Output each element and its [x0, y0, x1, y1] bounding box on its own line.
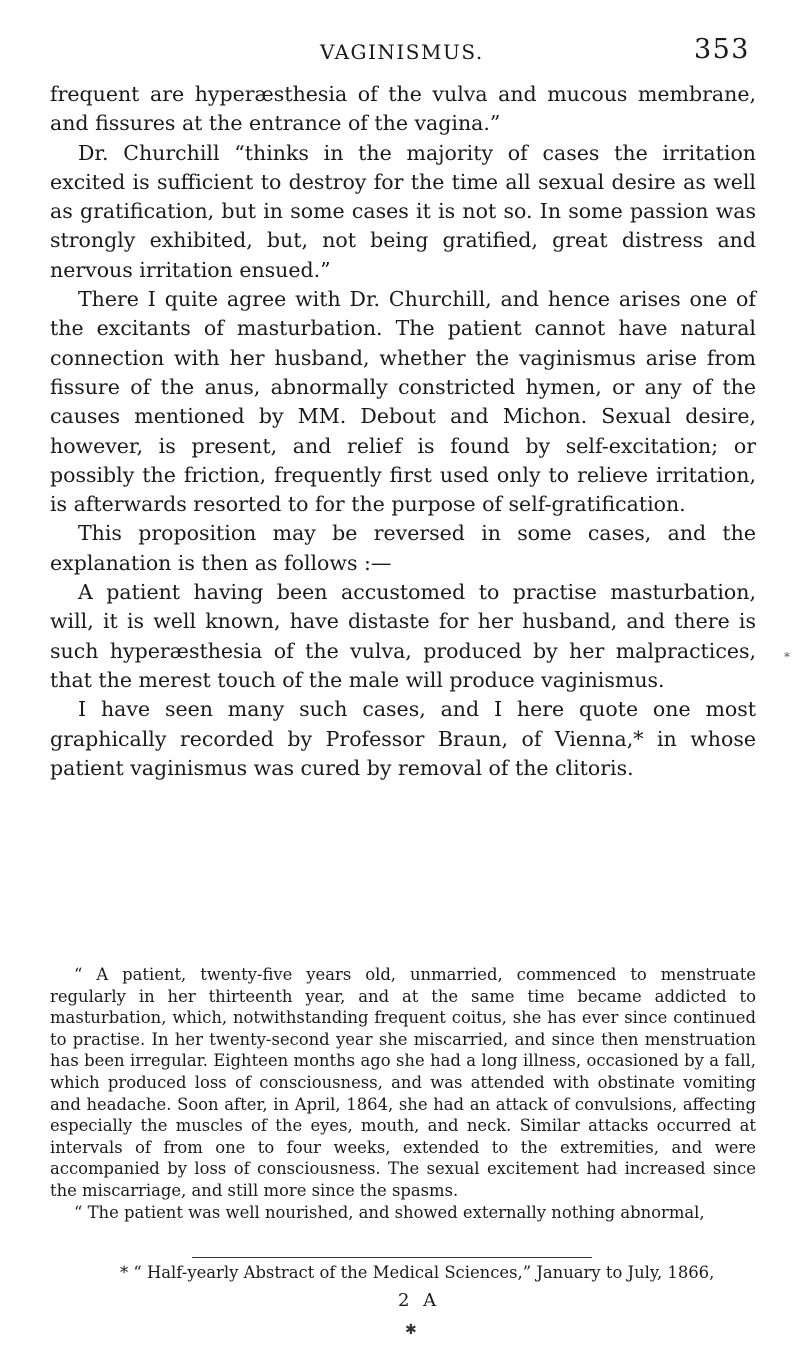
paragraph: This proposition may be reversed in some cases, and the explanation is then as follows :—: [50, 521, 756, 575]
block-quote: [50, 964, 756, 1223]
quote-paragraph: “ A patient, twenty-five years old, unmarried, commenced to menstruate regularly in her thirteenth year, and at the same time became addicted to masturbation, which, notwithstanding frequent coitus, she has ever since continued to practise. In her twenty-second year she miscarried, and since then menstruation has been irregular. Eighteen months ago she had a long illness, occasioned by a fall, which produced loss of consciousness, and was attended with obstinate vomiting and headache. Soon after, in April, 1864, she had an attack of convulsions, affecting especially the muscles of the eyes, mouth, and neck. Similar attacks occurred at intervals of from one to four weeks, extended to the extremities, and were accompanied by loss of consciousness. The sexual excitement had increased since the miscarriage, and still more since the spasms.: [50, 965, 756, 1200]
ornament-icon: ✱: [405, 1322, 417, 1338]
paragraph: Dr. Churchill “thinks in the majority of cases the irritation excited is sufficient to destroy for the time all sexual desire as well as gratification, but in some cases it is not so. In some passion was strongly exhibited, but, not being gratified, great distress and nervous irritation ensued.”: [50, 140, 756, 282]
margin-asterisk: *: [784, 650, 790, 664]
paragraph: A patient having been accustomed to practise masturbation, will, it is well known, have distaste for her husband, and there is such hyperæsthesia of the vulva, produced by her malpractices, that the merest touch of the male will produce vaginismus.: [50, 580, 756, 692]
page-number: 353: [693, 34, 750, 65]
paragraph: frequent are hyperæsthesia of the vulva and mucous membrane, and fissures at the entrance of the vagina.”: [50, 82, 756, 136]
running-title: VAGINISMUS.: [320, 40, 484, 64]
main-text: [50, 80, 756, 783]
quote-paragraph: “ The patient was well nourished, and showed externally nothing abnormal,: [74, 1202, 705, 1222]
printer-signature: 2 A: [398, 1290, 441, 1311]
paragraph: There I quite agree with Dr. Churchill, and hence arises one of the excitants of masturbation. The patient cannot have natural connection with her husband, whether the vaginismus arise from fissure of the anus, abnormally constricted hymen, or any of the causes mentioned by MM. Debout and Michon. Sexual desire, however, is present, and relief is found by self-excitation; or possibly the friction, frequently first used only to relieve irritation, is afterwards resorted to for the purpose of self-gratification.: [50, 287, 756, 517]
footnote-rule: [192, 1257, 592, 1258]
paragraph: I have seen many such cases, and I here quote one most graphically recorded by Professor Braun, of Vienna,* in whose patient vaginismus was cured by removal of the clitoris.: [50, 697, 756, 780]
footnote: * “ Half-yearly Abstract of the Medical Sciences,” January to July, 1866,: [120, 1263, 715, 1282]
